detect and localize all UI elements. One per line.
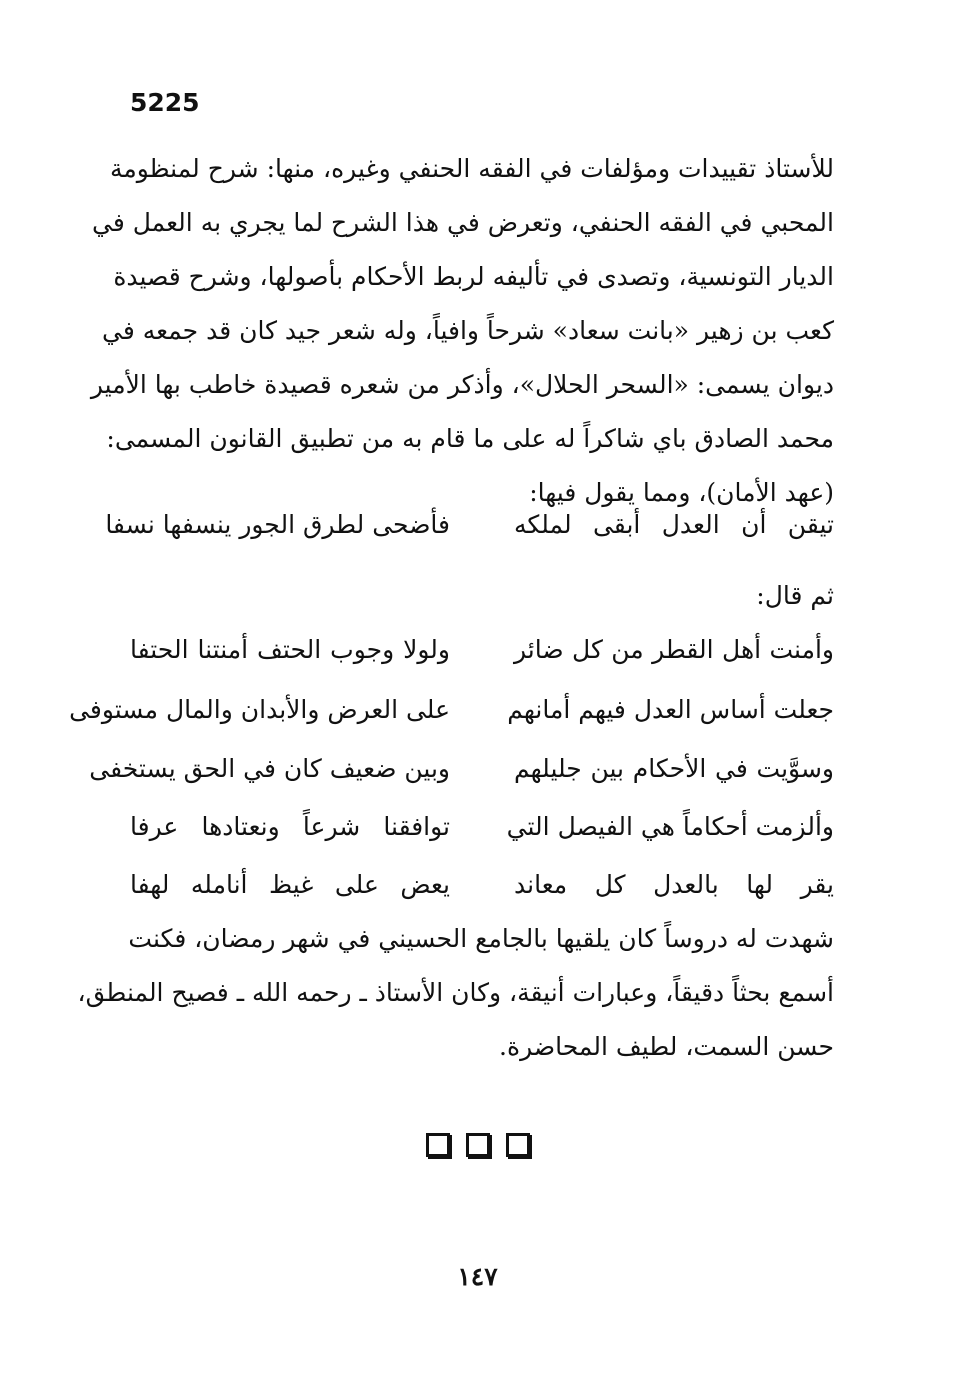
text-line: كعب بن زهير «بانت سعاد» شرحاً وافياً، وله شعر جيد كان قد جمعه في	[102, 316, 834, 345]
text-line: ديوان يسمى: «السحر الحلال»، وأذكر من شعره قصيدة خاطب بها الأمير	[90, 370, 834, 399]
text-line: شهدت له دروساً كان يلقيها بالجامع الحسيني في شهر رمضان، فكنت	[128, 924, 834, 953]
text-line: حسن السمت، لطيف المحاضرة.	[499, 1032, 834, 1061]
text-line: المحبي في الفقه الحنفي، وتعرض في هذا الشرح لما يجري به العمل في	[92, 208, 834, 237]
verse-second-hemistich: توافقنا شرعاً ونعتادها عرفا	[130, 812, 450, 841]
verse-second-hemistich: وبين ضعيف كان في الحق يستخفى	[89, 754, 450, 783]
poem-verse	[130, 622, 834, 678]
verse-second-hemistich: فأضحى لطرق الجور ينسفها نسفا	[105, 510, 450, 539]
poem-verse	[130, 799, 834, 855]
text-line: الديار التونسية، وتصدى في تأليفه لربط الأحكام بأصولها، وشرح قصيدة	[113, 262, 834, 291]
verse-first-hemistich: وسوَّيت في الأحكام بين جليلهم	[514, 754, 834, 783]
verse-first-hemistich: جعلت أساس العدل فيهم أمانهم	[507, 695, 834, 724]
text-line: (عهد الأمان)، ومما يقول فيها:	[529, 478, 834, 507]
verse-first-hemistich: يقر لها بالعدل كل معاند	[514, 870, 834, 899]
transition-text: ثم قال:	[756, 581, 834, 610]
paragraph-intro	[90, 142, 834, 520]
section-divider-ornament	[0, 1133, 955, 1157]
page-number-top: 5225	[130, 88, 200, 117]
poem-verse	[89, 741, 834, 797]
poem-verse	[105, 497, 834, 553]
page-number-bottom: ١٤٧	[457, 1262, 498, 1291]
verse-second-hemistich: ولولا وجوب الحتف أمنتنا الحتفا	[130, 635, 450, 664]
verse-second-hemistich: يعض على غيظ أنامله لهفا	[130, 870, 450, 899]
text-line: أسمع بحثاً دقيقاً، وعبارات أنيقة، وكان الأستاذ ـ رحمه الله ـ فصيح المنطق،	[77, 978, 834, 1007]
square-ornament-icon	[506, 1133, 530, 1157]
paragraph-closing	[77, 912, 834, 1074]
verse-first-hemistich: وألزمت أحكاماً هي الفيصل التي	[506, 812, 834, 841]
poem-verse	[69, 682, 834, 738]
text-line: محمد الصادق باي شاكراً له على ما قام به من تطبيق القانون المسمى:	[106, 424, 834, 453]
text-line: للأستاذ تقييدات ومؤلفات في الفقه الحنفي وغيره، منها: شرح لمنظومة	[109, 154, 834, 183]
square-ornament-icon	[426, 1133, 450, 1157]
verse-first-hemistich: تيقن أن العدل أبقى لملكه	[514, 510, 834, 539]
square-ornament-icon	[466, 1133, 490, 1157]
verse-first-hemistich: وأمنت أهل القطر من كل ضائر	[514, 635, 834, 664]
poem-verse	[130, 857, 834, 913]
verse-second-hemistich: على العرض والأبدان والمال مستوفى	[69, 695, 450, 724]
